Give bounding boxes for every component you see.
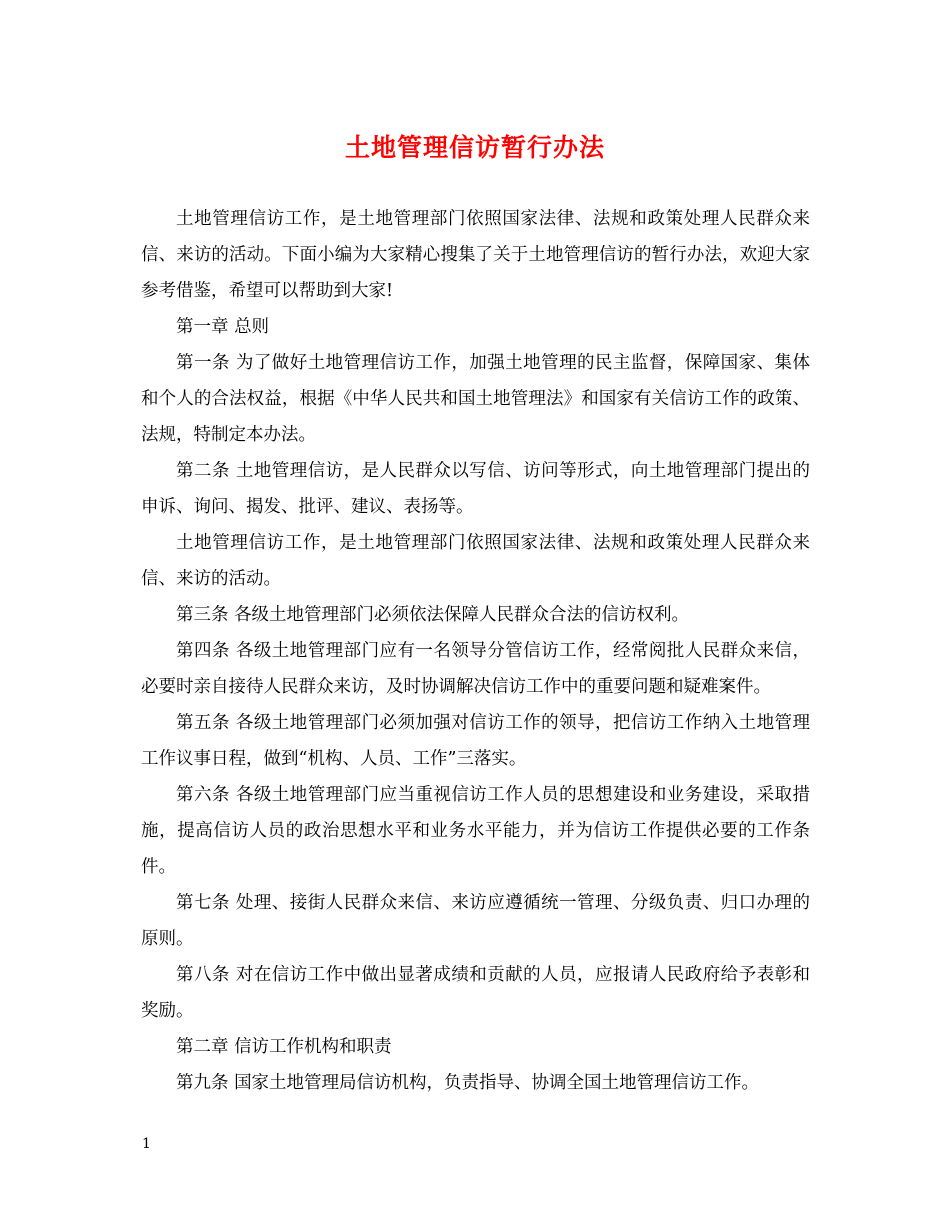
- article-2-continued: 土地管理信访工作，是土地管理部门依照国家法律、法规和政策处理人民群众来信、来访的活动。: [141, 533, 810, 589]
- article-5: 第五条 各级土地管理部门必须加强对信访工作的领导，把信访工作纳入土地管理工作议事日程，做到“机构、人员、工作”三落实。: [141, 713, 810, 769]
- chapter-heading-1: 第一章 总则: [176, 317, 270, 337]
- article-1: 第一条 为了做好土地管理信访工作，加强土地管理的民主监督，保障国家、集体和个人的合法权益，根据《中华人民共和国土地管理法》和国家有关信访工作的政策、法规，特制定本办法。: [141, 353, 810, 445]
- document-title: 土地管理信访暂行办法: [344, 133, 605, 162]
- article-7: 第七条 处理、接街人民群众来信、来访应遵循统一管理、分级负责、归口办理的原则。: [141, 893, 810, 949]
- chapter-heading-2: 第二章 信访工作机构和职责: [176, 1037, 392, 1057]
- article-6: 第六条 各级土地管理部门应当重视信访工作人员的思想建设和业务建设，采取措施，提高信访人员的政治思想水平和业务水平能力，并为信访工作提供必要的工作条件。: [141, 785, 810, 877]
- article-3: 第三条 各级土地管理部门必须依法保障人民群众合法的信访权利。: [176, 605, 690, 625]
- paragraph-intro: 土地管理信访工作，是土地管理部门依照国家法律、法规和政策处理人民群众来信、来访的活动。下面小编为大家精心搜集了关于土地管理信访的暂行办法，欢迎大家参考借鉴，希望可以帮助到大家!: [141, 209, 810, 301]
- document-body: [141, 201, 810, 1101]
- article-4: 第四条 各级土地管理部门应有一名领导分管信访工作，经常阅批人民群众来信，必要时亲自接待人民群众来访，及时协调解决信访工作中的重要问题和疑难案件。: [141, 641, 810, 697]
- page-number: 1: [142, 1136, 151, 1152]
- article-2: 第二条 土地管理信访，是人民群众以写信、访问等形式，向土地管理部门提出的申诉、询问、揭发、批评、建议、表扬等。: [141, 461, 810, 517]
- article-8: 第八条 对在信访工作中做出显著成绩和贡献的人员，应报请人民政府给予表彰和奖励。: [141, 965, 810, 1021]
- article-9: 第九条 国家土地管理局信访机构，负责指导、协调全国土地管理信访工作。: [176, 1073, 760, 1093]
